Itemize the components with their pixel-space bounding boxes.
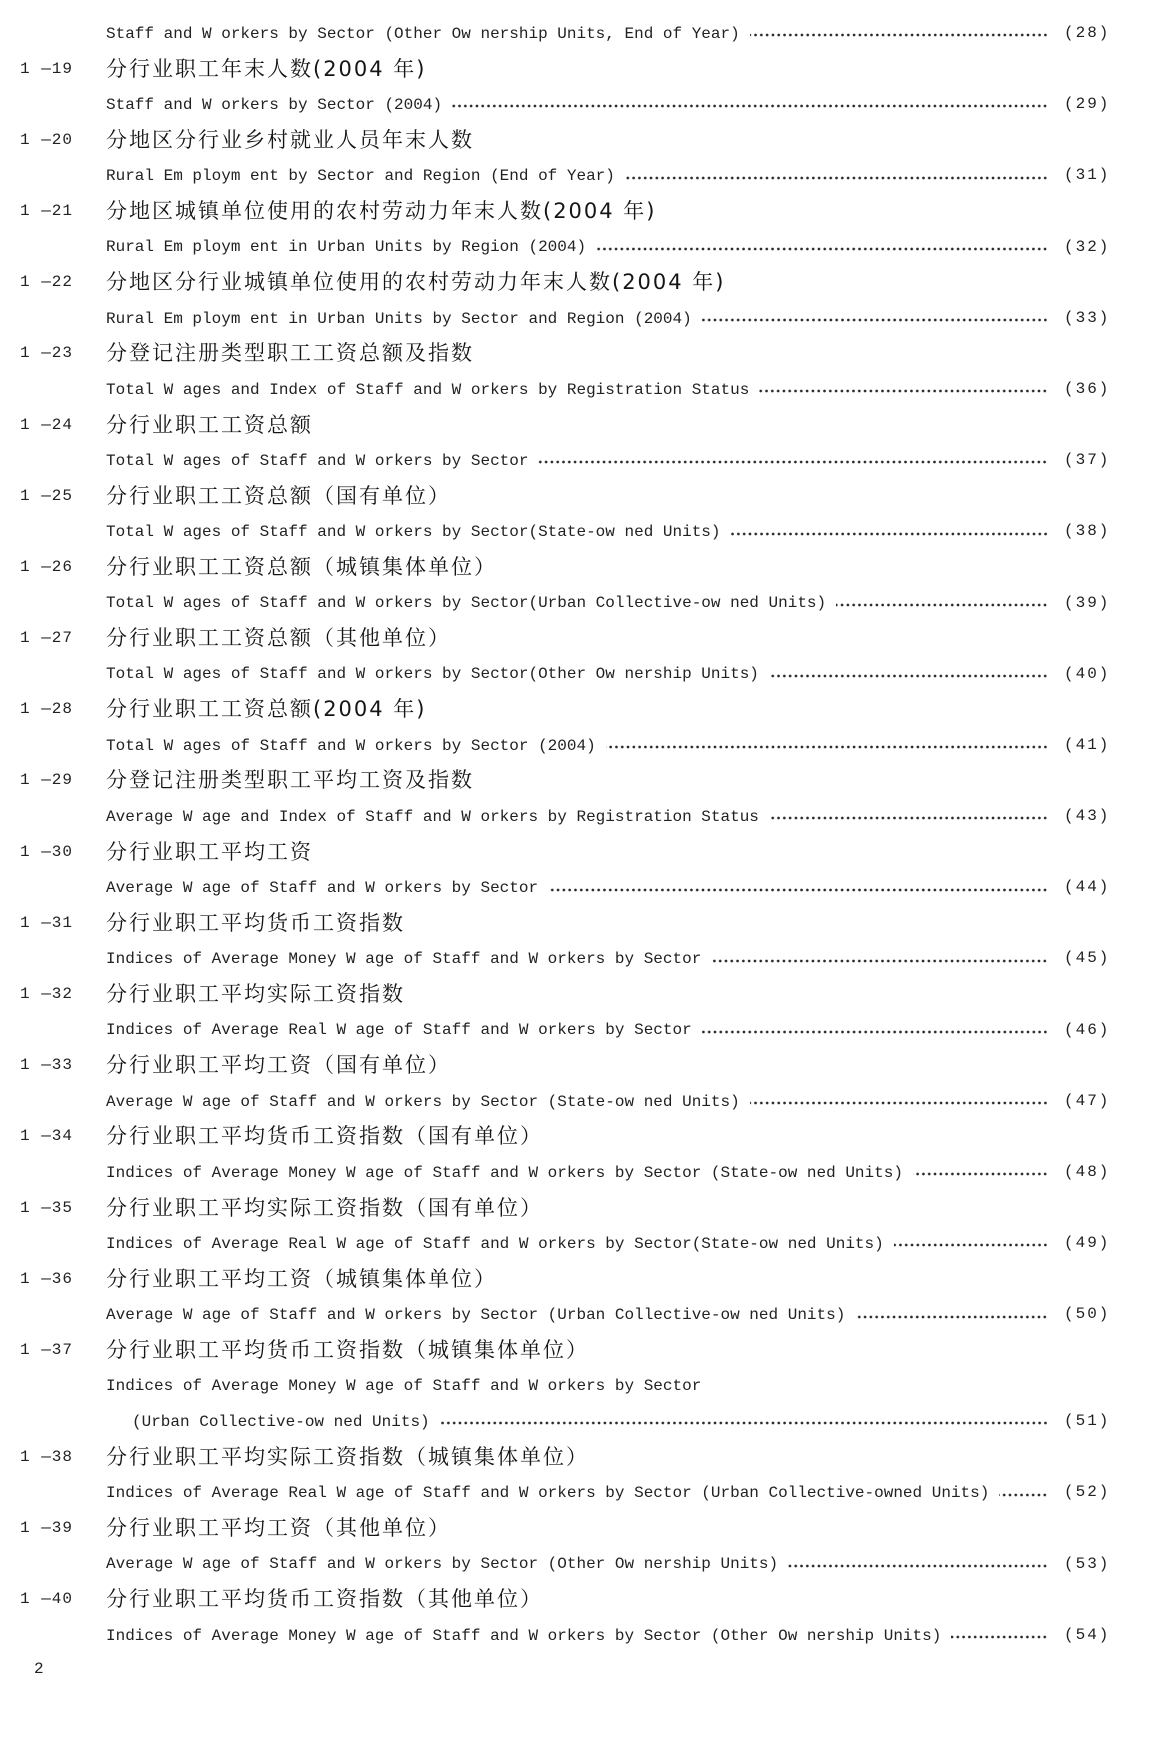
entry-number: 1 —28 bbox=[20, 700, 74, 719]
chinese-title-line bbox=[0, 906, 1159, 942]
chinese-title-line bbox=[0, 408, 1159, 444]
entry-title-en: Total W ages of Staff and W orkers by Sector(Urban Collective-ow ned Units) bbox=[106, 594, 827, 613]
page-reference: (43) bbox=[1064, 807, 1111, 826]
chinese-title-line bbox=[0, 1262, 1159, 1298]
chinese-title-line bbox=[0, 977, 1159, 1013]
dot-leader bbox=[440, 1421, 1048, 1425]
entry-title-en: Indices of Average Real W age of Staff and W orkers by Sector(State-ow ned Units) bbox=[106, 1234, 884, 1253]
chinese-title-line bbox=[0, 1119, 1159, 1155]
english-title-wrap bbox=[106, 799, 1048, 835]
english-title-line bbox=[0, 87, 1159, 123]
entry-title-cn: 分行业职工工资总额(2004 年) bbox=[106, 697, 427, 722]
entry-title-cn: 分地区分行业城镇单位使用的农村劳动力年末人数(2004 年) bbox=[106, 270, 726, 295]
entry-number: 1 —31 bbox=[20, 913, 74, 932]
dot-leader bbox=[606, 745, 1048, 749]
entry-title-en: Average W age and Index of Staff and W orkers by Registration Status bbox=[106, 807, 759, 826]
entry-number: 1 —37 bbox=[20, 1340, 74, 1359]
dot-leader bbox=[702, 1030, 1048, 1034]
entry-title-en: Average W age of Staff and W orkers by Sector (State-ow ned Units) bbox=[106, 1092, 740, 1111]
dot-leader bbox=[999, 1493, 1048, 1497]
entry-title-cn: 分地区城镇单位使用的农村劳动力年末人数(2004 年) bbox=[106, 198, 657, 223]
english-title-line bbox=[0, 586, 1159, 622]
chinese-title-line bbox=[0, 52, 1159, 88]
dot-leader bbox=[731, 532, 1049, 536]
english-title-wrap bbox=[106, 1369, 1048, 1405]
entry-title-en: Total W ages and Index of Staff and W orkers by Registration Status bbox=[106, 380, 750, 399]
entry-title-cn: 分行业职工平均实际工资指数 bbox=[106, 982, 405, 1007]
english-title-line bbox=[0, 514, 1159, 550]
entry-title-en: Total W ages of Staff and W orkers by Sector(Other Ow nership Units) bbox=[106, 665, 759, 684]
english-title-wrap bbox=[106, 1155, 1048, 1191]
english-title-line bbox=[0, 158, 1159, 194]
entry-title-cn: 分行业职工平均工资（其他单位） bbox=[106, 1515, 451, 1540]
entry-number: 1 —32 bbox=[20, 985, 74, 1004]
page-reference: (53) bbox=[1064, 1554, 1111, 1573]
entry-number: 1 —39 bbox=[20, 1518, 74, 1537]
english-title-line bbox=[0, 1404, 1159, 1440]
entry-title-en: Indices of Average Money W age of Staff and W orkers by Sector (State-ow ned Units) bbox=[106, 1163, 903, 1182]
entry-title-en: Total W ages of Staff and W orkers by Sector (2004) bbox=[106, 736, 596, 755]
entry-title-cn: 分行业职工工资总额（国有单位） bbox=[106, 483, 451, 508]
page-reference: (31) bbox=[1064, 166, 1111, 185]
english-title-wrap bbox=[106, 1547, 1048, 1583]
entry-title-en: Total W ages of Staff and W orkers by Sector bbox=[106, 451, 529, 470]
toc-entry bbox=[0, 1333, 1159, 1440]
english-title-line bbox=[0, 1013, 1159, 1049]
english-title-wrap bbox=[106, 1084, 1048, 1120]
english-title-line bbox=[0, 1084, 1159, 1120]
entry-title-cn: 分行业职工平均工资（国有单位） bbox=[106, 1053, 451, 1078]
page-reference: (29) bbox=[1064, 95, 1111, 114]
toc-entry bbox=[0, 1262, 1159, 1333]
entry-number: 1 —34 bbox=[20, 1127, 74, 1146]
english-title-line bbox=[0, 1297, 1159, 1333]
entry-title-en: Indices of Average Real W age of Staff and W orkers by Sector bbox=[106, 1021, 692, 1040]
dot-leader bbox=[750, 1101, 1048, 1105]
entry-number: 1 —22 bbox=[20, 273, 74, 292]
toc-entry bbox=[0, 336, 1159, 407]
toc-entry bbox=[0, 479, 1159, 550]
entry-title-cn: 分行业职工工资总额（城镇集体单位） bbox=[106, 554, 497, 579]
page-reference: (47) bbox=[1064, 1091, 1111, 1110]
chinese-title-line bbox=[0, 1048, 1159, 1084]
chinese-title-line bbox=[0, 692, 1159, 728]
toc-entry bbox=[0, 194, 1159, 265]
chinese-title-line bbox=[0, 336, 1159, 372]
toc-entry bbox=[0, 763, 1159, 834]
chinese-title-line bbox=[0, 123, 1159, 159]
entry-title-cn: 分行业职工平均工资（城镇集体单位） bbox=[106, 1266, 497, 1291]
entry-number: 1 —30 bbox=[20, 842, 74, 861]
dot-leader bbox=[759, 389, 1048, 393]
english-title-line bbox=[0, 941, 1159, 977]
english-title-line bbox=[0, 870, 1159, 906]
entry-title-cn: 分行业职工工资总额 bbox=[106, 412, 313, 437]
page-reference: (44) bbox=[1064, 878, 1111, 897]
entry-title-cn: 分行业职工年末人数(2004 年) bbox=[106, 56, 427, 81]
dot-leader bbox=[769, 816, 1048, 820]
english-title-wrap bbox=[106, 870, 1048, 906]
entry-title-cn: 分行业职工平均货币工资指数（国有单位） bbox=[106, 1124, 543, 1149]
english-title-wrap bbox=[106, 16, 1048, 52]
english-title-wrap bbox=[106, 657, 1048, 693]
page-reference: (46) bbox=[1064, 1020, 1111, 1039]
page-reference: (51) bbox=[1064, 1412, 1111, 1431]
page-reference: (39) bbox=[1064, 593, 1111, 612]
toc-entry bbox=[0, 550, 1159, 621]
entry-number: 1 —21 bbox=[20, 201, 74, 220]
english-title-line bbox=[0, 443, 1159, 479]
english-title-line bbox=[0, 1155, 1159, 1191]
entry-title-en: Indices of Average Real W age of Staff and W orkers by Sector (Urban Collective-owned Units) bbox=[106, 1484, 990, 1503]
table-of-contents bbox=[0, 16, 1159, 1653]
chinese-title-line bbox=[0, 1511, 1159, 1547]
entry-title-en: Staff and W orkers by Sector (2004) bbox=[106, 95, 443, 114]
toc-entry bbox=[0, 906, 1159, 977]
entry-number: 1 —27 bbox=[20, 629, 74, 648]
entry-title-cn: 分登记注册类型职工工资总额及指数 bbox=[106, 341, 474, 366]
english-title-line bbox=[0, 372, 1159, 408]
page-reference: (40) bbox=[1064, 664, 1111, 683]
english-title-line bbox=[0, 728, 1159, 764]
entry-title-en: Average W age of Staff and W orkers by Sector (Other Ow nership Units) bbox=[106, 1555, 779, 1574]
entry-title-en: Total W ages of Staff and W orkers by Sector(State-ow ned Units) bbox=[106, 523, 721, 542]
english-title-wrap bbox=[106, 87, 1048, 123]
english-title-line bbox=[0, 1369, 1159, 1405]
chinese-title-line bbox=[0, 265, 1159, 301]
dot-leader bbox=[452, 104, 1048, 108]
english-title-wrap bbox=[106, 1013, 1048, 1049]
entry-title-en: Indices of Average Money W age of Staff and W orkers by Sector bbox=[106, 1377, 702, 1396]
toc-entry bbox=[0, 1191, 1159, 1262]
english-title-line bbox=[0, 16, 1159, 52]
entry-title-cn: 分行业职工平均实际工资指数（国有单位） bbox=[106, 1195, 543, 1220]
entry-title-en: Rural Em ploym ent in Urban Units by Sector and Region (2004) bbox=[106, 309, 692, 328]
english-title-wrap bbox=[106, 1297, 1048, 1333]
toc-entry bbox=[0, 621, 1159, 692]
english-title-line bbox=[0, 657, 1159, 693]
entry-number: 1 —26 bbox=[20, 557, 74, 576]
toc-entry bbox=[0, 123, 1159, 194]
entry-title-en: Indices of Average Money W age of Staff and W orkers by Sector bbox=[106, 950, 702, 969]
dot-leader bbox=[538, 460, 1048, 464]
english-title-line bbox=[0, 799, 1159, 835]
page-reference: (37) bbox=[1064, 451, 1111, 470]
entry-number: 1 —23 bbox=[20, 344, 74, 363]
page-reference: (32) bbox=[1064, 237, 1111, 256]
page-reference: (41) bbox=[1064, 735, 1111, 754]
page-reference: (38) bbox=[1064, 522, 1111, 541]
page-reference: (48) bbox=[1064, 1163, 1111, 1181]
entry-title-cn: 分行业职工平均货币工资指数（其他单位） bbox=[106, 1587, 543, 1612]
entry-title-cn: 分行业职工平均货币工资指数（城镇集体单位） bbox=[106, 1337, 589, 1362]
entry-number: 1 —40 bbox=[20, 1590, 74, 1609]
entry-title-cn: 分行业职工平均工资 bbox=[106, 839, 313, 864]
entry-title-en: Rural Em ploym ent by Sector and Region (End of Year) bbox=[106, 167, 615, 186]
page-reference: (52) bbox=[1064, 1483, 1111, 1502]
dot-leader bbox=[951, 1635, 1048, 1639]
entry-title-cn: 分行业职工平均货币工资指数 bbox=[106, 910, 405, 935]
page-reference: (28) bbox=[1064, 24, 1111, 42]
chinese-title-line bbox=[0, 1333, 1159, 1369]
english-title-wrap bbox=[106, 301, 1048, 337]
english-title-wrap bbox=[106, 728, 1048, 764]
entry-title-en: Average W age of Staff and W orkers by Sector (Urban Collective-ow ned Units) bbox=[106, 1306, 846, 1325]
page-reference: (36) bbox=[1064, 379, 1111, 398]
english-title-wrap bbox=[106, 514, 1048, 550]
dot-leader bbox=[836, 603, 1048, 607]
toc-entry bbox=[0, 1048, 1159, 1119]
dot-leader bbox=[855, 1315, 1048, 1319]
dot-leader bbox=[913, 1172, 1048, 1176]
dot-leader bbox=[750, 33, 1048, 37]
chinese-title-line bbox=[0, 835, 1159, 871]
english-title-wrap bbox=[106, 1226, 1048, 1262]
toc-entry bbox=[0, 1119, 1159, 1190]
dot-leader bbox=[625, 176, 1048, 180]
toc-entry bbox=[0, 835, 1159, 906]
dot-leader bbox=[702, 318, 1048, 322]
dot-leader bbox=[894, 1243, 1048, 1247]
toc-entry bbox=[0, 1511, 1159, 1582]
chinese-title-line bbox=[0, 1582, 1159, 1618]
entry-title-cn: 分地区分行业乡村就业人员年末人数 bbox=[106, 127, 474, 152]
entry-number: 1 —38 bbox=[20, 1447, 74, 1466]
english-title-wrap bbox=[106, 443, 1048, 479]
english-title-wrap bbox=[106, 372, 1048, 408]
page-reference: (33) bbox=[1064, 308, 1111, 327]
entry-title-en: Average W age of Staff and W orkers by Sector bbox=[106, 879, 539, 898]
english-title-line bbox=[0, 230, 1159, 266]
english-title-wrap bbox=[106, 230, 1048, 266]
entry-title-en: Rural Em ploym ent in Urban Units by Region (2004) bbox=[106, 238, 587, 257]
entry-number: 1 —19 bbox=[20, 59, 74, 78]
english-title-wrap bbox=[106, 158, 1048, 194]
dot-leader bbox=[548, 888, 1048, 892]
toc-entry bbox=[0, 265, 1159, 336]
entry-number: 1 —24 bbox=[20, 415, 74, 434]
english-title-line bbox=[0, 301, 1159, 337]
english-title-wrap bbox=[106, 941, 1048, 977]
dot-leader bbox=[596, 247, 1048, 251]
entry-number: 1 —20 bbox=[20, 130, 74, 149]
entry-title-cn: 分登记注册类型职工平均工资及指数 bbox=[106, 768, 474, 793]
toc-entry bbox=[0, 408, 1159, 479]
chinese-title-line bbox=[0, 621, 1159, 657]
english-title-line bbox=[0, 1618, 1159, 1654]
chinese-title-line bbox=[0, 479, 1159, 515]
toc-entry bbox=[0, 692, 1159, 763]
chinese-title-line bbox=[0, 194, 1159, 230]
entry-title-en: Indices of Average Money W age of Staff and W orkers by Sector (Other Ow nership Units) bbox=[106, 1626, 942, 1645]
page-reference: (50) bbox=[1064, 1305, 1111, 1324]
entry-title-en: Staff and W orkers by Sector (Other Ow nership Units, End of Year) bbox=[106, 24, 740, 43]
toc-entry bbox=[0, 52, 1159, 123]
page-reference: (49) bbox=[1064, 1234, 1111, 1253]
english-title-wrap bbox=[106, 586, 1048, 622]
chinese-title-line bbox=[0, 763, 1159, 799]
entry-title-cn: 分行业职工平均实际工资指数（城镇集体单位） bbox=[106, 1444, 589, 1469]
english-title-line bbox=[0, 1475, 1159, 1511]
english-title-line bbox=[0, 1226, 1159, 1262]
chinese-title-line bbox=[0, 550, 1159, 586]
page-reference: (45) bbox=[1064, 949, 1111, 968]
english-title-wrap bbox=[106, 1618, 1048, 1654]
entry-title-en: (Urban Collective-ow ned Units) bbox=[132, 1412, 430, 1431]
entry-number: 1 —36 bbox=[20, 1269, 74, 1288]
toc-entry-continuation bbox=[0, 16, 1159, 52]
toc-entry bbox=[0, 1582, 1159, 1653]
page-number: 2 bbox=[34, 1660, 44, 1678]
toc-entry bbox=[0, 977, 1159, 1048]
entry-number: 1 —35 bbox=[20, 1198, 74, 1217]
chinese-title-line bbox=[0, 1440, 1159, 1476]
dot-leader bbox=[769, 674, 1048, 678]
entry-number: 1 —25 bbox=[20, 486, 74, 505]
english-title-wrap bbox=[132, 1404, 1048, 1440]
dot-leader bbox=[711, 959, 1048, 963]
entry-title-cn: 分行业职工工资总额（其他单位） bbox=[106, 626, 451, 651]
english-title-wrap bbox=[106, 1475, 1048, 1511]
dot-leader bbox=[788, 1564, 1048, 1568]
toc-entry bbox=[0, 1440, 1159, 1511]
entry-number: 1 —29 bbox=[20, 771, 74, 790]
page-reference: (54) bbox=[1064, 1625, 1111, 1644]
english-title-line bbox=[0, 1547, 1159, 1583]
chinese-title-line bbox=[0, 1191, 1159, 1227]
entry-number: 1 —33 bbox=[20, 1056, 74, 1075]
